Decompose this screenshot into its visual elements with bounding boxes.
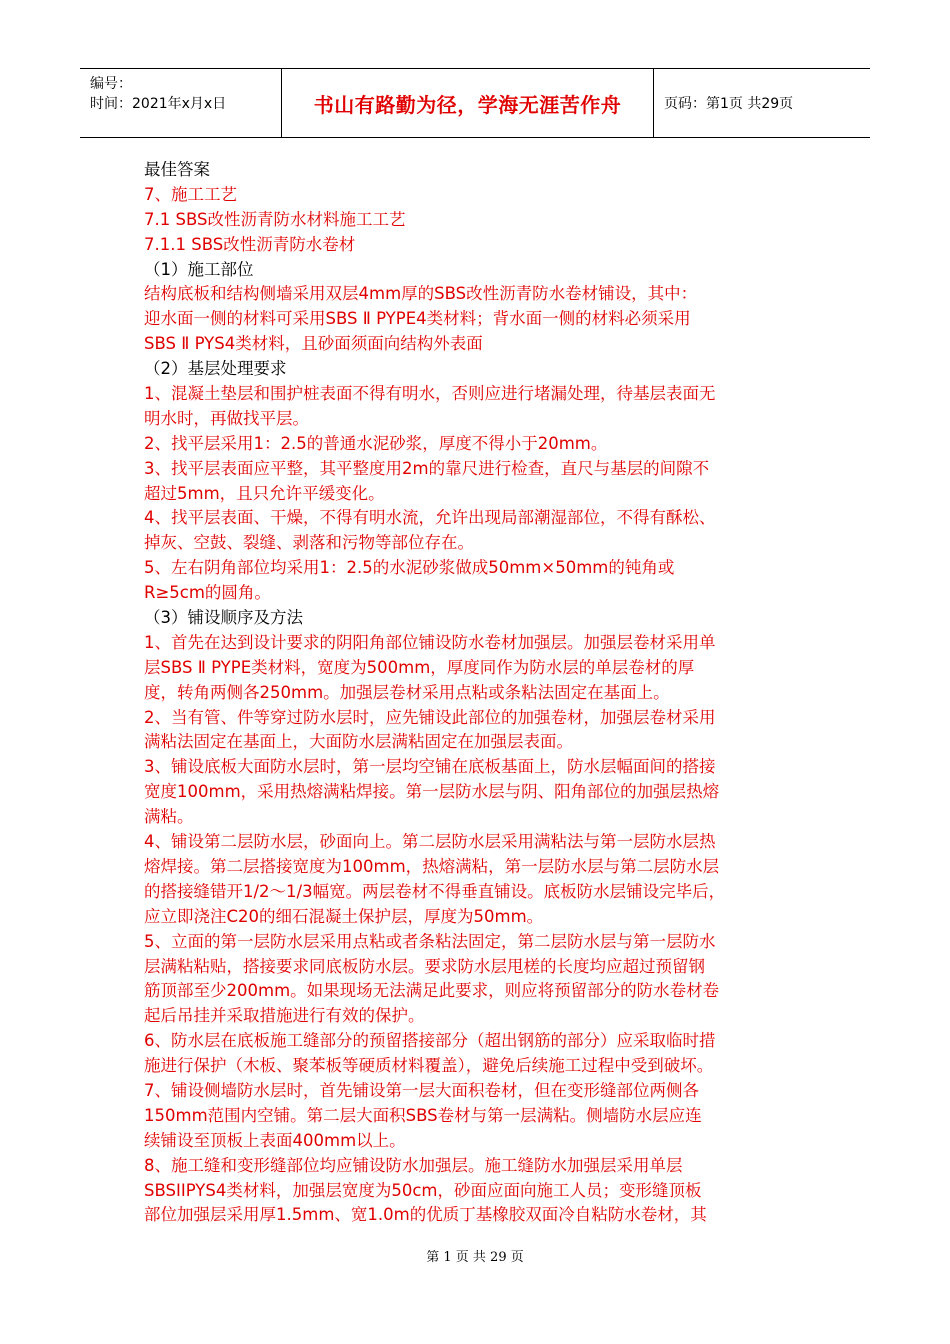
document-date: 时间：2021年x月x日	[90, 96, 227, 112]
text-line: 最佳答案	[144, 160, 210, 179]
header-motto-cell	[282, 69, 654, 137]
text-line: 迎水面一侧的材料可采用SBS Ⅱ PYPE4类材料；背水面一侧的材料必须采用	[144, 309, 691, 329]
text-line: 4、铺设第二层防水层，砂面向上。第二层防水层采用满粘法与第一层防水层热	[144, 832, 716, 852]
header-motto: 书山有路勤为径，学海无涯苦作舟	[313, 92, 622, 117]
text-line: 施进行保护（木板、聚苯板等硬质材料覆盖），避免后续施工过程中受到破坏。	[144, 1056, 714, 1076]
header-page-info: 页码：第1页 共29页	[664, 96, 794, 112]
text-line: 部位加强层采用厚1.5mm、宽1.0m的优质丁基橡胶双面冷自粘防水卷材，其	[144, 1205, 707, 1225]
text-line: 的搭接缝错开1/2～1/3幅宽。两层卷材不得垂直铺设。底板防水层铺设完毕后，	[144, 881, 726, 901]
text-line: 层满粘粘贴，搭接要求同底板防水层。要求防水层甩槎的长度均应超过预留钢	[144, 956, 705, 976]
text-line: 7、施工工艺	[144, 184, 237, 204]
text-line: 筋顶部至少200mm。如果现场无法满足此要求，则应将预留部分的防水卷材卷	[144, 981, 720, 1001]
text-line: 1、首先在达到设计要求的阴阳角部位铺设防水卷材加强层。加强层卷材采用单	[144, 632, 716, 652]
header-page-cell	[654, 69, 870, 137]
text-line: 7.1.1 SBS改性沥青防水卷材	[144, 234, 356, 254]
text-line: 3、找平层表面应平整，其平整度用2m的靠尺进行检查，直尺与基层的间隙不	[144, 458, 710, 478]
text-line: 层SBS Ⅱ PYPE类材料，宽度为500mm，厚度同作为防水层的单层卷材的厚	[144, 657, 695, 677]
header-meta-cell	[80, 69, 282, 137]
text-line: （3）铺设顺序及方法	[144, 608, 303, 628]
text-line: （2）基层处理要求	[144, 359, 287, 379]
text-line: 5、立面的第一层防水层采用点粘或者条粘法固定，第二层防水层与第一层防水	[144, 931, 716, 951]
text-line: 满粘法固定在基面上，大面防水层满粘固定在加强层表面。	[144, 732, 573, 752]
text-line: SBS Ⅱ PYS4类材料，且砂面须面向结构外表面	[144, 334, 483, 354]
text-line: SBSIIPYS4类材料，加强层宽度为50cm，砂面应面向施工人员；变形缝顶板	[144, 1180, 702, 1200]
text-line: 7.1 SBS改性沥青防水材料施工工艺	[144, 209, 406, 229]
document-body	[144, 158, 814, 1228]
text-line: 4、找平层表面、干燥，不得有明水流，允许出现局部潮湿部位，不得有酥松、	[144, 508, 716, 528]
document-code-label: 编号：	[90, 76, 132, 92]
text-line: 2、当有管、件等穿过防水层时，应先铺设此部位的加强卷材，加强层卷材采用	[144, 707, 716, 727]
text-line: 6、防水层在底板施工缝部分的预留搭接部分（超出钢筋的部分）应采取临时措	[144, 1031, 716, 1051]
page-footer	[0, 1246, 950, 1265]
text-line: 续铺设至顶板上表面400mm以上。	[144, 1130, 406, 1150]
text-line: 起后吊挂并采取措施进行有效的保护。	[144, 1006, 425, 1026]
text-line: 应立即浇注C20的细石混凝土保护层，厚度为50mm。	[144, 906, 544, 926]
text-line: （1）施工部位	[144, 259, 254, 279]
text-line: 度，转角两侧各250mm。加强层卷材采用点粘或条粘法固定在基面上。	[144, 682, 670, 702]
text-line: 掉灰、空鼓、裂缝、剥落和污物等部位存在。	[144, 533, 474, 553]
text-line: 2、找平层采用1：2.5的普通水泥砂浆，厚度不得小于20mm。	[144, 433, 608, 453]
text-line: 8、施工缝和变形缝部位均应铺设防水加强层。施工缝防水加强层采用单层	[144, 1155, 683, 1175]
text-line: 1、混凝土垫层和围护桩表面不得有明水，否则应进行堵漏处理，待基层表面无	[144, 384, 716, 404]
text-line: 明水时，再做找平层。	[144, 408, 309, 428]
text-line: 满粘。	[144, 807, 194, 827]
page-header	[80, 68, 870, 138]
footer-page-number: 第 1 页 共 29 页	[426, 1250, 524, 1265]
text-line: 结构底板和结构侧墙采用双层4mm厚的SBS改性沥青防水卷材铺设，其中：	[144, 284, 698, 304]
text-line: 3、铺设底板大面防水层时，第一层均空铺在底板基面上，防水层幅面间的搭接	[144, 757, 716, 777]
text-line: 宽度100mm，采用热熔满粘焊接。第一层防水层与阴、阳角部位的加强层热熔	[144, 782, 720, 802]
text-line: 超过5mm，且只允许平缓变化。	[144, 483, 385, 503]
text-line: 7、铺设侧墙防水层时，首先铺设第一层大面积卷材，但在变形缝部位两侧各	[144, 1080, 699, 1100]
text-line: 熔焊接。第二层搭接宽度为100mm，热熔满粘，第一层防水层与第二层防水层	[144, 856, 720, 876]
text-line: 150mm范围内空铺。第二层大面积SBS卷材与第一层满粘。侧墙防水层应连	[144, 1105, 702, 1125]
text-line: R≥5cm的圆角。	[144, 583, 271, 603]
text-line: 5、左右阴角部位均采用1：2.5的水泥砂浆做成50mm×50mm的钝角或	[144, 558, 675, 578]
